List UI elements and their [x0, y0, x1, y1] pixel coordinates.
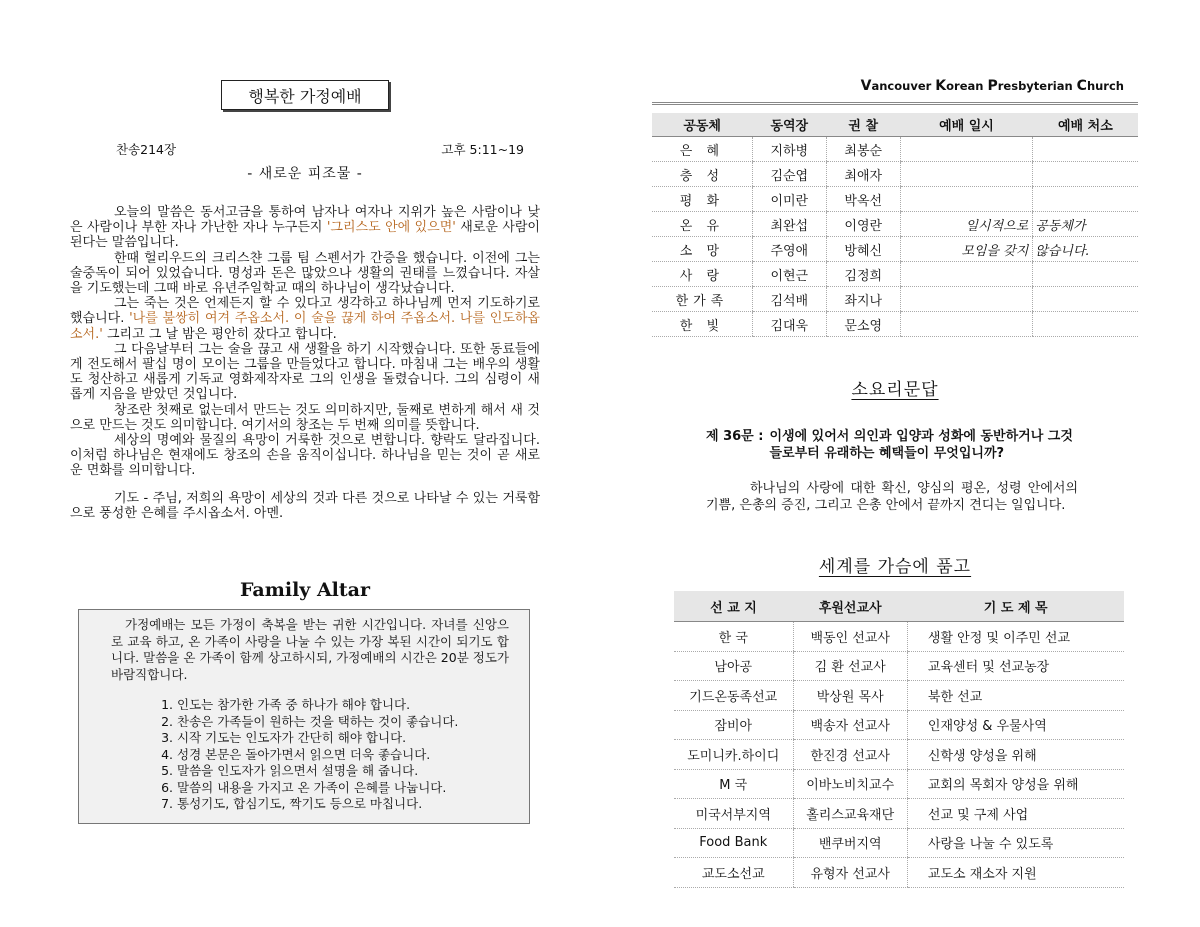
page-title: 행복한 가정예배: [221, 80, 389, 110]
table-row: [674, 858, 1124, 888]
table-row: [674, 799, 1124, 829]
catechism-question: [706, 428, 1078, 462]
cell-time: [900, 162, 1033, 187]
column-header: 예배 일시: [900, 113, 1033, 137]
table-row: [652, 262, 1138, 287]
text-span: 오늘의 말씀은 동서고금을 통하여 남자나 여자나 지위가 높은 사람이나 낮은 사람이나 부한 자나 가난한 자나 누구든지: [70, 205, 540, 236]
cell-elder: 박옥선: [826, 187, 900, 212]
cell-place: 교도소선교: [674, 858, 793, 888]
prayer: 기도 - 주님, 저희의 욕망이 세상의 것과 다른 것으로 나타날 수 있는 거룩함으로 풍성한 은혜를 주시옵소서. 아멘.: [70, 490, 540, 521]
cell-place: [1033, 137, 1138, 162]
cell-place: 한 국: [674, 622, 793, 652]
word: resbyterian: [997, 79, 1077, 93]
cell-missionary: 한진경 선교사: [793, 740, 907, 770]
cell-time: [900, 287, 1033, 312]
highlighted-quote: '그리스도 안에 있으면': [326, 220, 456, 236]
family-altar-rule: 1. 인도는 참가한 가족 중 하나가 해야 합니다.: [177, 697, 517, 714]
cell-leader: 지하병: [752, 137, 826, 162]
cell-elder: 문소영: [826, 312, 900, 337]
cell-place: 미국서부지역: [674, 799, 793, 829]
cell-name: 한가족: [652, 287, 752, 312]
cell-leader: 김대욱: [752, 312, 826, 337]
question-text: 이생에 있어서 의인과 입양과 성화에 동반하거나 그것들로부터 유래하는 혜택들이 무엇입니까?: [769, 429, 1073, 461]
table-header-row: [674, 591, 1124, 622]
cell-place: 도미니카.하이디: [674, 740, 793, 770]
sermon-paragraph: 창조란 첫째로 없는데서 만드는 것도 의미하지만, 둘째로 변하게 해서 새 것으로 만드는 것도 의미합니다. 여기서의 창조는 두 번째 의미를 뜻합니다.: [70, 402, 540, 433]
table-row: [674, 740, 1124, 770]
column-header: 동역장: [752, 113, 826, 137]
column-header: 예배 처소: [1033, 113, 1138, 137]
cell-name: 소 망: [652, 237, 752, 262]
church-name: [652, 78, 1124, 94]
cell-place: 기드온동족선교: [674, 681, 793, 711]
text-span: 그는 죽는 것은 언제든지 할 수 있다고 생각하고 하나님께 먼저 기도하기로 했습니다.: [70, 296, 540, 327]
cell-missionary: 백송자 선교사: [793, 710, 907, 740]
reading-info: [116, 140, 524, 158]
sermon-subtitle: - 새로운 피조물 -: [247, 166, 363, 182]
column-header: 선 교 지: [674, 591, 793, 622]
cell-topic: 생활 안정 및 이주민 선교: [907, 622, 1124, 652]
cell-place: [1033, 187, 1138, 212]
cell-time: [900, 262, 1033, 287]
right-page: [652, 78, 1138, 888]
sermon-paragraph: [70, 205, 540, 251]
highlighted-quote: '나를 불쌍히 여겨 주옵소서. 이 술을 끊게 하여 주옵소서. 나를 인도하옵소서.': [70, 311, 540, 342]
family-altar-rule: 6. 말씀의 내용을 가지고 온 가족이 은혜를 나눕니다.: [177, 780, 517, 797]
cell-elder: 최애자: [826, 162, 900, 187]
cell-time: [900, 312, 1033, 337]
mission-table: [674, 591, 1124, 888]
cell-elder: 최봉순: [826, 137, 900, 162]
cell-topic: 교회의 목회자 양성을 위해: [907, 769, 1124, 799]
cell-name: 충 성: [652, 162, 752, 187]
cell-place: 잠비아: [674, 710, 793, 740]
cell-name: 온 유: [652, 212, 752, 237]
table-row: [674, 622, 1124, 652]
sermon-body: [70, 205, 540, 521]
sermon-paragraph: 세상의 명예와 물질의 욕망이 거룩한 것으로 변합니다. 향락도 달라집니다. 이처럼 하나님은 현재에도 창조의 손을 움직이십니다. 하나님을 믿는 것이 곧 새로운 면화를 의미합니다.: [70, 433, 540, 479]
table-row: [674, 769, 1124, 799]
cell-topic: 사랑을 나눌 수 있도록: [907, 828, 1124, 858]
table-row: [652, 162, 1138, 187]
family-altar-rule: 7. 통성기도, 합심기도, 짝기도 등으로 마칩니다.: [177, 796, 517, 813]
cell-name: 은 혜: [652, 137, 752, 162]
cell-leader: 주영애: [752, 237, 826, 262]
sermon-paragraph: [70, 296, 540, 342]
cell-missionary: 밴쿠버지역: [793, 828, 907, 858]
table-row: [652, 137, 1138, 162]
cell-name: 사 랑: [652, 262, 752, 287]
cell-topic: 인재양성 & 우물사역: [907, 710, 1124, 740]
cell-leader: 이현근: [752, 262, 826, 287]
table-row: [674, 681, 1124, 711]
cell-place: [1033, 162, 1138, 187]
cell-elder: 좌지나: [826, 287, 900, 312]
cell-missionary: 박상원 목사: [793, 681, 907, 711]
column-header: 기 도 제 목: [907, 591, 1124, 622]
cell-topic: 교도소 재소자 지원: [907, 858, 1124, 888]
word: hurch: [1086, 79, 1124, 93]
sermon-paragraph: 그 다음날부터 그는 술을 끊고 새 생활을 하기 시작했습니다. 또한 동료들에게 전도해서 팔십 명이 모이는 그룹을 만들었다고 합니다. 마침내 그는 배우의 생활도 청산하고 새롭게 기독교 영화제작자로 그의 인생을 돌렸습니다. 그의 심령이 새롭게 지음을 받았던 것입니다.: [70, 341, 540, 403]
table-row: [674, 651, 1124, 681]
table-row: [674, 828, 1124, 858]
table-row: [652, 187, 1138, 212]
cell-missionary: 홀리스교육재단: [793, 799, 907, 829]
cell-name: 평 화: [652, 187, 752, 212]
sermon-paragraph: 한때 헐리우드의 크리스챤 그룹 팀 스펜서가 간증을 했습니다. 이전에 그는 술중독이 되어 있었습니다. 명성과 돈은 많았으나 생활의 권태를 느꼈습니다. 자살을 기도했는데 그때 바로 유년주일학교 때의 하나님이 생각났습니다.: [70, 250, 540, 297]
family-altar-rule: 2. 찬송은 가족들이 원하는 것을 택하는 것이 좋습니다.: [177, 714, 517, 731]
column-header: 권 찰: [826, 113, 900, 137]
cell-leader: 이미란: [752, 187, 826, 212]
cell-missionary: 유형자 선교사: [793, 858, 907, 888]
cell-time: [900, 187, 1033, 212]
cell-leader: 김석배: [752, 287, 826, 312]
cell-name: 한 빛: [652, 312, 752, 337]
cell-topic: 선교 및 구제 사업: [907, 799, 1124, 829]
cell-place: M 국: [674, 769, 793, 799]
family-altar-rule: 4. 성경 본문은 돌아가면서 읽으면 더욱 좋습니다.: [177, 747, 517, 764]
cell-place: [1033, 312, 1138, 337]
mission-title: 세계를 가슴에 품고: [818, 557, 972, 577]
cell-missionary: 김 환 선교사: [793, 651, 907, 681]
cell-elder: 이영란: [826, 212, 900, 237]
cell-leader: 김순엽: [752, 162, 826, 187]
cell-time: 일시적으로: [900, 212, 1033, 237]
cell-time: [900, 137, 1033, 162]
cell-missionary: 백동인 선교사: [793, 622, 907, 652]
cell-elder: 방혜신: [826, 237, 900, 262]
table-row: [674, 710, 1124, 740]
hymn-number: 찬송214장: [116, 142, 177, 157]
initial: K: [935, 78, 947, 94]
cell-place: [1033, 287, 1138, 312]
table-row: [652, 287, 1138, 312]
family-altar-box: [78, 609, 530, 824]
cell-elder: 김정희: [826, 262, 900, 287]
question-number: 제 36문 :: [706, 429, 764, 444]
family-altar-rule: 3. 시작 기도는 인도자가 간단히 해야 합니다.: [177, 730, 517, 747]
initial: V: [860, 78, 872, 94]
table-row: [652, 312, 1138, 337]
cell-topic: 신학생 양성을 위해: [907, 740, 1124, 770]
cell-place: [1033, 262, 1138, 287]
scripture-reference: 고후 5:11~19: [441, 142, 524, 157]
cell-place: Food Bank: [674, 828, 793, 858]
initial: P: [987, 78, 998, 94]
table-header-row: [652, 113, 1138, 137]
family-altar-rules: [99, 697, 517, 813]
table-row: [652, 237, 1138, 262]
text-span: 그리고 그 날 밤은 평안히 잤다고 합니다.: [102, 326, 337, 342]
cell-leader: 최완섭: [752, 212, 826, 237]
left-page: [70, 80, 540, 824]
cell-topic: 교육센터 및 선교농장: [907, 651, 1124, 681]
community-table: [652, 113, 1138, 337]
catechism-title: 소요리문답: [851, 380, 939, 400]
initial: C: [1076, 78, 1087, 94]
text-span: 새로운 사람이 된다는 말씀입니다.: [70, 220, 540, 251]
family-altar-intro: 가정예배는 모든 가정이 축복을 받는 귀한 시간입니다. 자녀를 신앙으로 교육 하고, 온 가족이 사랑을 나눌 수 있는 가장 복된 시간이 되기도 합니다. 말씀을 온 가족이 함께 상고하시되, 가정예배의 시간은 20분 정도가 바람직합니다.: [111, 617, 509, 682]
word: orean: [946, 79, 988, 93]
cell-place: 않습니다.: [1033, 237, 1138, 262]
table-row: [652, 212, 1138, 237]
word: ancouver: [871, 79, 936, 93]
cell-time: 모임을 갖지: [900, 237, 1033, 262]
cell-place: 공동체가: [1033, 212, 1138, 237]
cell-place: 남아공: [674, 651, 793, 681]
column-header: 공동체: [652, 113, 752, 137]
family-altar-title: Family Altar: [239, 579, 370, 602]
divider: [652, 102, 1138, 105]
family-altar-rule: 5. 말씀을 인도자가 읽으면서 설명을 해 줍니다.: [177, 763, 517, 780]
cell-missionary: 이바노비치교수: [793, 769, 907, 799]
column-header: 후원선교사: [793, 591, 907, 622]
catechism: [706, 428, 1078, 514]
cell-topic: 북한 선교: [907, 681, 1124, 711]
catechism-answer: 하나님의 사랑에 대한 확신, 양심의 평온, 성령 안에서의 기쁨, 은총의 증진, 그리고 은총 안에서 끝까지 견디는 일입니다.: [706, 481, 1078, 513]
